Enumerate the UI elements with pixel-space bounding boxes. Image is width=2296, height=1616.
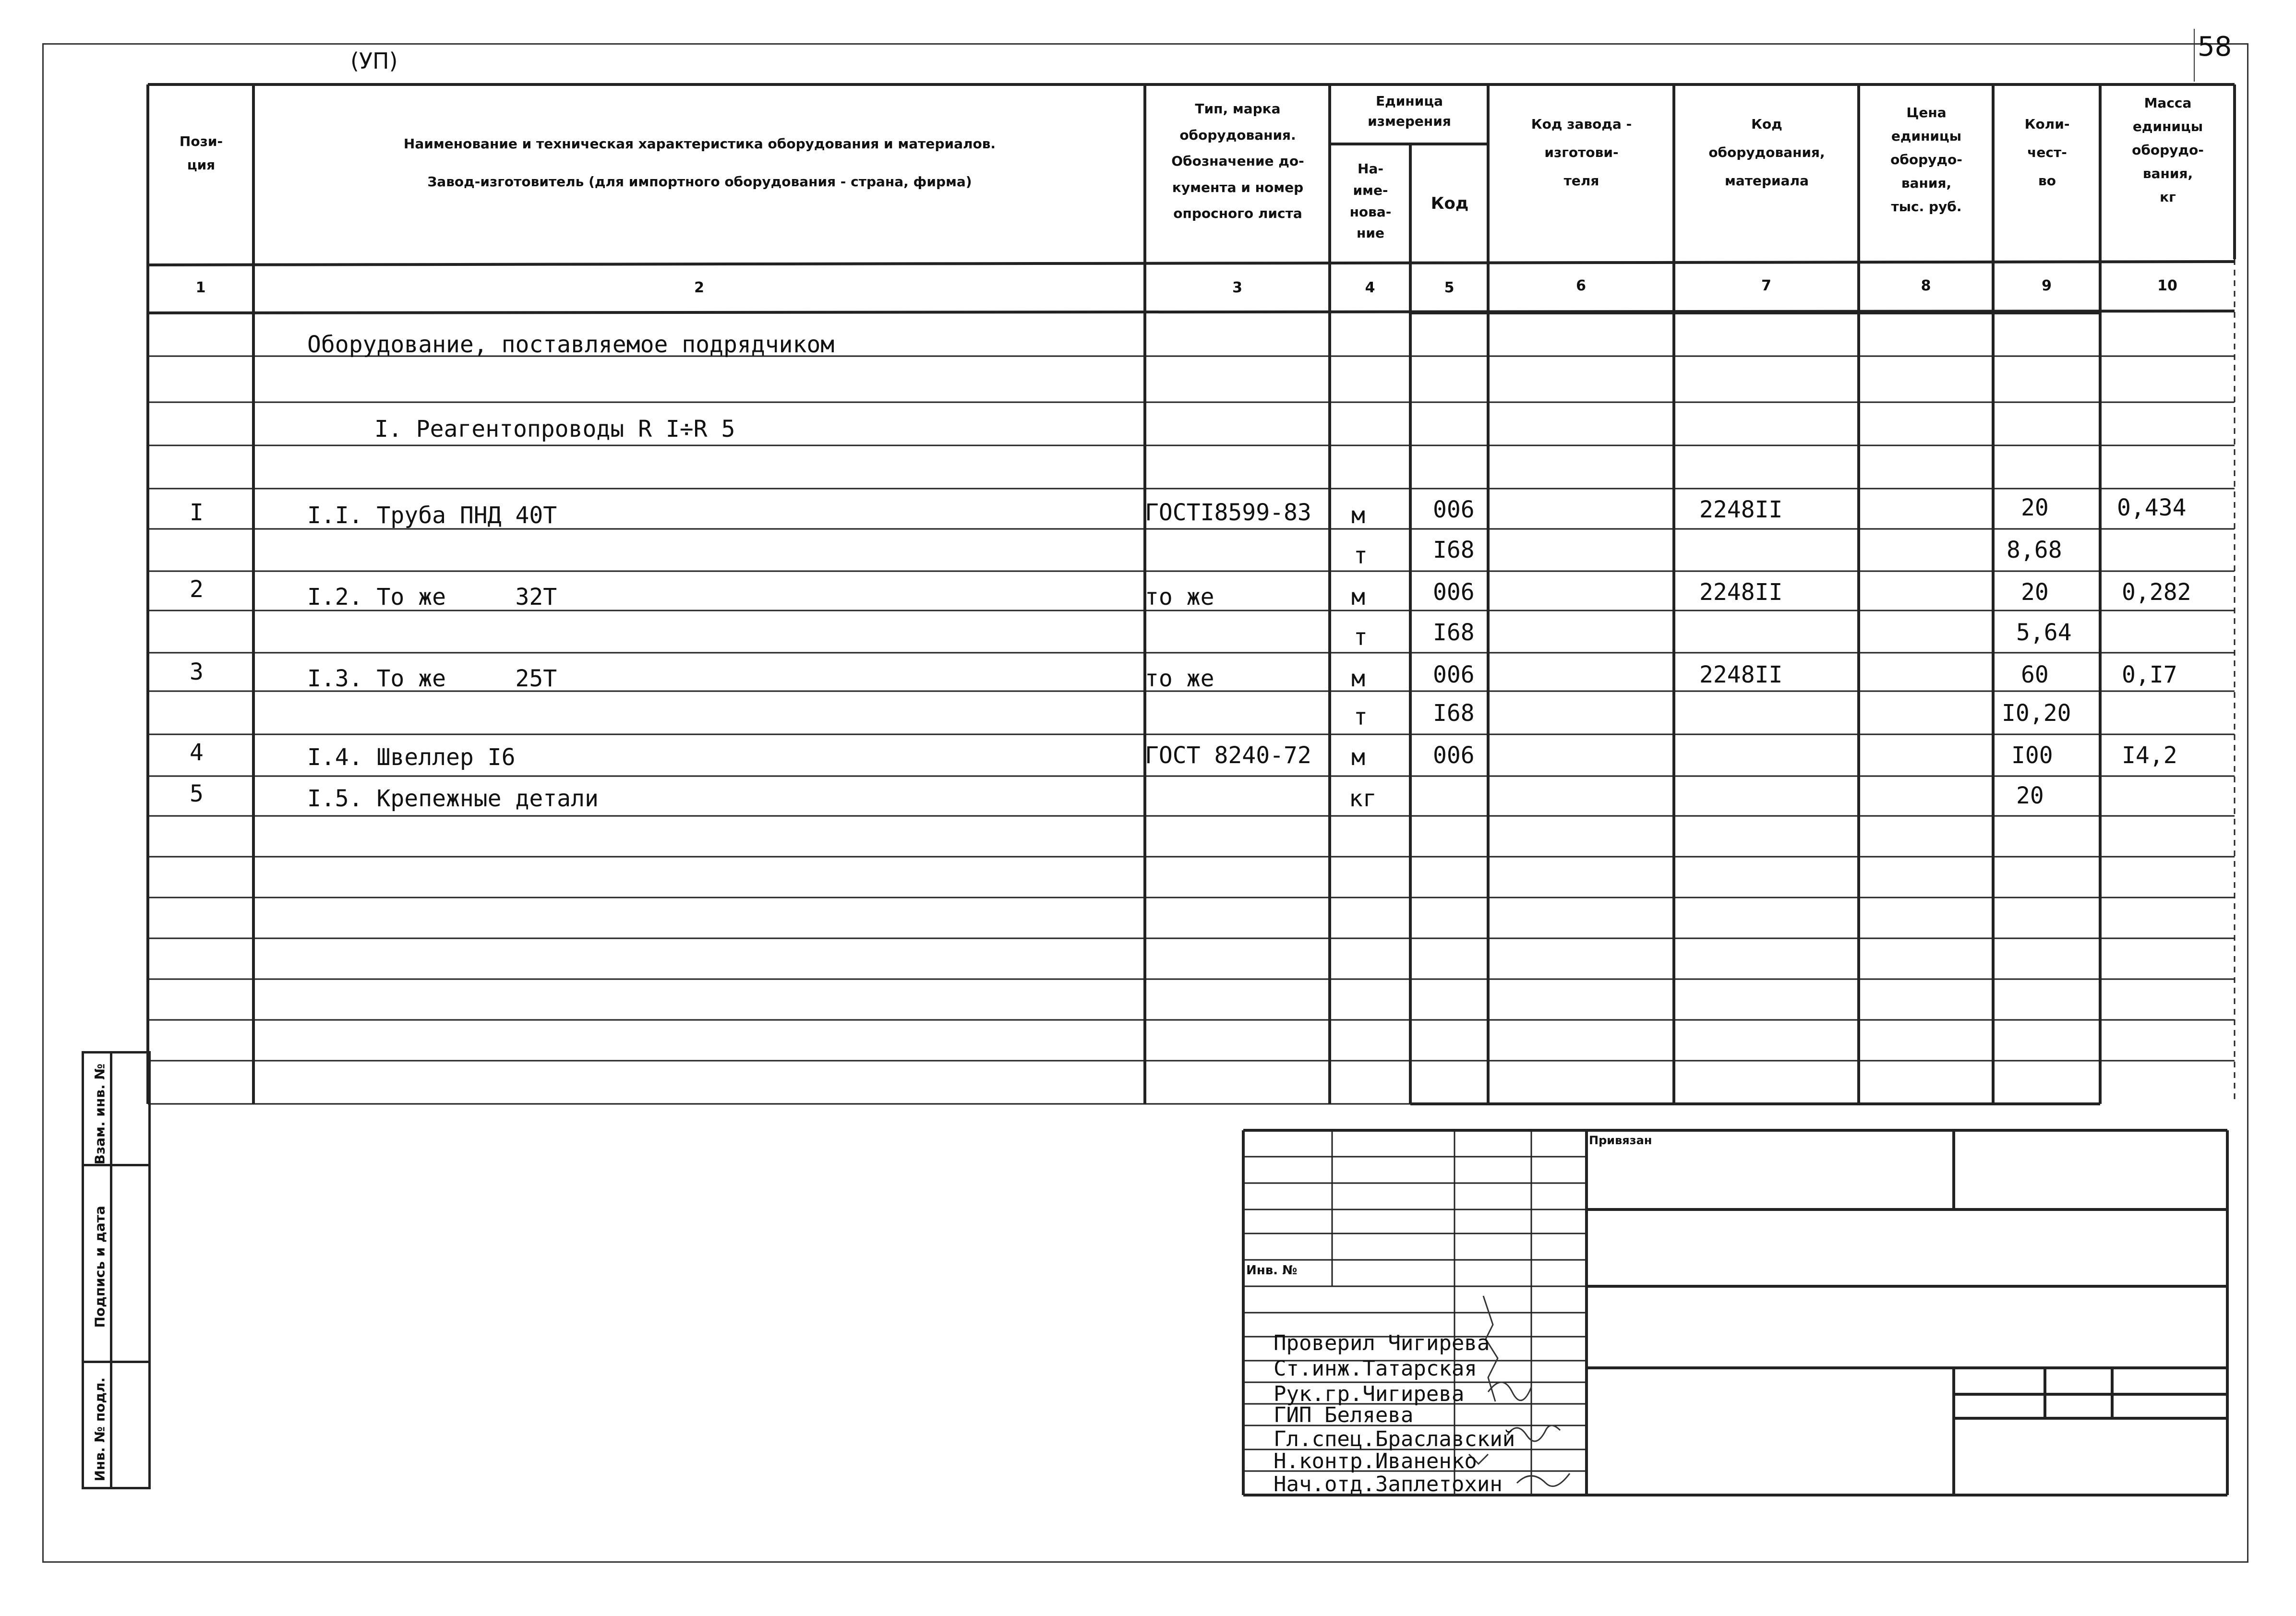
row-2b-unit: т bbox=[1354, 624, 1368, 651]
row-4-doc: ГОСТ 8240-72 bbox=[1145, 742, 1311, 769]
header-name-line1: Наименование и техническая характеристика оборудования и материалов. bbox=[403, 136, 996, 152]
signer-1-role: Проверил bbox=[1273, 1331, 1375, 1355]
row-1-eqcode: 2248II bbox=[1699, 496, 1783, 523]
page-number: 58 bbox=[2198, 31, 2232, 62]
row-2-position: 2 bbox=[190, 576, 204, 603]
row-2-doc: то же bbox=[1145, 584, 1214, 610]
header-name-line2: Завод-изготовитель (для импортного оборудования - страна, фирма) bbox=[427, 174, 972, 190]
row-1-code: 006 bbox=[1433, 496, 1475, 523]
row-1-position: I bbox=[190, 499, 204, 526]
signer-2-role: Ст.инж. bbox=[1273, 1356, 1363, 1381]
header-mass: Масса единицы оборудо- вания, кг bbox=[2132, 95, 2204, 205]
row-1-unit: м bbox=[1351, 502, 1365, 529]
row-1b-qty: 8,68 bbox=[2007, 537, 2062, 563]
row-3-eqcode: 2248II bbox=[1699, 661, 1783, 688]
side-label-signature-date: Подпись и дата bbox=[92, 1206, 108, 1328]
row-2-code: 006 bbox=[1433, 579, 1475, 606]
row-3-doc: то же bbox=[1145, 665, 1214, 692]
row-2b-qty: 5,64 bbox=[2016, 619, 2072, 646]
col-num-7: 7 bbox=[1761, 277, 1771, 294]
row-1-qty: 20 bbox=[2021, 494, 2049, 521]
signer-3-role: Рук.гр. bbox=[1273, 1382, 1363, 1406]
signer-5-name: Браславский bbox=[1375, 1427, 1515, 1451]
row-3-unit: м bbox=[1351, 665, 1365, 692]
row-4-mass: I4,2 bbox=[2122, 742, 2177, 769]
row-2-unit: м bbox=[1351, 584, 1365, 610]
row-1b-unit: т bbox=[1354, 542, 1368, 569]
row-1-name: I.I. Труба ПНД 40Т bbox=[307, 502, 557, 529]
signer-7-name: Заплетохин bbox=[1375, 1472, 1503, 1496]
col-num-4: 4 bbox=[1365, 279, 1375, 296]
document-mark: (УП) bbox=[350, 48, 398, 74]
row-2-qty: 20 bbox=[2021, 579, 2049, 606]
signer-7 bbox=[1248, 1448, 1503, 1496]
row-4-code: 006 bbox=[1433, 742, 1475, 769]
signer-4-name: Беляева bbox=[1324, 1403, 1414, 1427]
row-2-eqcode: 2248II bbox=[1699, 579, 1783, 606]
subsection-title: I. Реагентопроводы R I÷R 5 bbox=[374, 416, 735, 443]
signer-3-name: Чигирева bbox=[1362, 1382, 1465, 1406]
row-5-qty: 20 bbox=[2016, 782, 2044, 809]
row-2b-code: I68 bbox=[1433, 619, 1475, 646]
row-2-name: I.2. То же 32Т bbox=[307, 584, 557, 610]
row-5-unit: кг bbox=[1349, 785, 1377, 812]
row-4-position: 4 bbox=[190, 739, 204, 766]
header-equipment-code: Код оборудования, материала bbox=[1708, 116, 1825, 189]
row-3-mass: 0,I7 bbox=[2122, 661, 2177, 688]
signer-4-role: ГИП bbox=[1273, 1403, 1312, 1427]
row-5-name: I.5. Крепежные детали bbox=[307, 785, 599, 812]
title-block-inv-no: Инв. № bbox=[1246, 1263, 1298, 1278]
row-3b-qty: I0,20 bbox=[2002, 700, 2071, 727]
signer-6-role: Н.контр. bbox=[1273, 1449, 1375, 1473]
col-num-1: 1 bbox=[195, 279, 206, 296]
header-quantity: Коли- чест- во bbox=[2024, 116, 2070, 189]
header-unit: Единица измерения bbox=[1368, 93, 1451, 129]
row-2-mass: 0,282 bbox=[2122, 579, 2191, 606]
signer-1-name: Чигирева bbox=[1388, 1331, 1490, 1355]
signer-2-name: Татарская bbox=[1362, 1356, 1477, 1381]
col-num-5: 5 bbox=[1444, 279, 1455, 296]
section-title: Оборудование, поставляемое подрядчиком bbox=[307, 331, 835, 358]
side-label-replaced-inv: Взам. инв. № bbox=[92, 1063, 108, 1165]
row-4-qty: I00 bbox=[2011, 742, 2053, 769]
row-1-doc: ГОСТI8599-83 bbox=[1145, 499, 1311, 526]
header-unit-code: Код bbox=[1430, 194, 1469, 213]
title-block-privyazan: Привязан bbox=[1589, 1134, 1652, 1147]
row-3-qty: 60 bbox=[2021, 661, 2049, 688]
row-3-name: I.3. То же 25Т bbox=[307, 665, 557, 692]
header-type: Тип, марка оборудования. Обозначение до- кумента и номер опросного листа bbox=[1171, 101, 1304, 222]
signer-6-name: Иваненко bbox=[1375, 1449, 1477, 1473]
row-1-mass: 0,434 bbox=[2117, 494, 2187, 521]
row-3b-code: I68 bbox=[1433, 700, 1475, 727]
col-num-10: 10 bbox=[2157, 277, 2177, 294]
header-factory-code: Код завода - изготови- теля bbox=[1531, 116, 1632, 189]
row-1b-code: I68 bbox=[1433, 537, 1475, 563]
col-num-9: 9 bbox=[2042, 277, 2052, 294]
side-label-original-inv: Инв. № подл. bbox=[92, 1377, 108, 1482]
col-num-2: 2 bbox=[694, 279, 704, 296]
col-num-8: 8 bbox=[1921, 277, 1931, 294]
header-unit-name: На- име- нова- ние bbox=[1349, 161, 1392, 241]
header-price: Цена единицы оборудо- вания, тыс. руб. bbox=[1890, 105, 1962, 215]
col-num-6: 6 bbox=[1576, 277, 1586, 294]
col-num-3: 3 bbox=[1232, 279, 1242, 296]
signer-5-role: Гл.спец. bbox=[1273, 1427, 1375, 1451]
signer-7-role: Нач.отд. bbox=[1273, 1472, 1375, 1496]
row-4-name: I.4. Швеллер I6 bbox=[307, 744, 516, 771]
row-3b-unit: т bbox=[1354, 704, 1368, 730]
row-4-unit: м bbox=[1351, 744, 1365, 771]
header-position: Пози- ция bbox=[179, 133, 223, 173]
row-5-position: 5 bbox=[190, 780, 204, 807]
row-3-position: 3 bbox=[190, 658, 204, 685]
row-3-code: 006 bbox=[1433, 661, 1475, 688]
